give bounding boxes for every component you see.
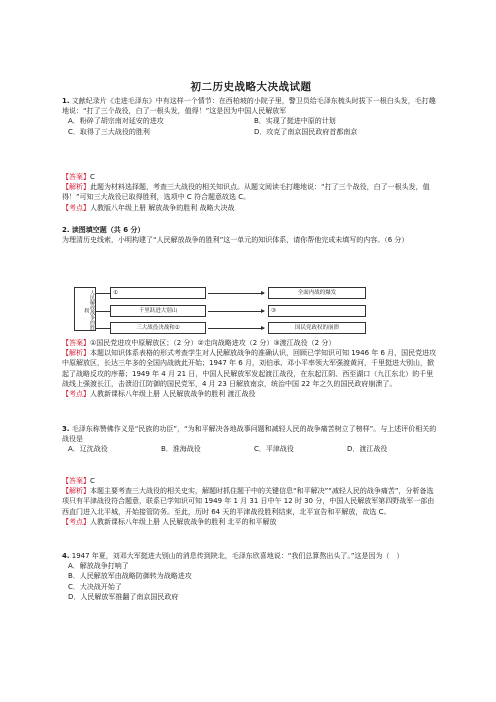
answer-3 (62, 476, 440, 527)
answer-2 (62, 338, 440, 399)
option-c: C．大决战开始了 (68, 582, 122, 591)
option-a: A．解放战争打响了 (68, 562, 129, 571)
question-text: 文献纪录片《走进毛泽东》中有这样一个情节：在西柏坡的小院子里，警卫员给毛泽东梳头时拔下一根白头发，毛打趣地说：“打了三个战役，白了一根头发，值得！”这是因为中国人民解放军 (62, 97, 436, 116)
point-label: 【考点】 (62, 203, 90, 212)
analysis-text: 本题主要考查三大战役的相关史实，解题时抓住题干中的关键信息“和平解决”“减轻人民的战争痛苦”，分析备选项只有平津战役符合题意，联系已学知识可知 1949 年 1 月 31 日中午 12 时 30 分，中国人民解放军第四野战军一部由西直门进入北平城，开始接管防务。至此，历时 64 天的平津战役胜利结束，北平宣告和平解放，故选 C。 (62, 487, 435, 516)
option-a: A．粉碎了胡宗南对延安的进攻 (68, 117, 164, 126)
analysis-label: 【解析】 (62, 349, 90, 358)
diagram-box-3: 千里跃进大别山 (110, 305, 206, 317)
question-number: 3. (62, 425, 70, 433)
question-2 (62, 225, 440, 245)
diagram-box-4: ③ (268, 305, 366, 317)
answer-label: 【答案】 (62, 339, 90, 347)
diagram-line (96, 311, 110, 312)
option-d: D．人民解放军推翻了南京国民政府 (68, 592, 179, 601)
diagram-arrow (208, 328, 264, 329)
option-c: C．平津战役 (254, 445, 294, 454)
point-label: 【考点】 (62, 517, 90, 526)
question-number: 4. (62, 552, 70, 560)
question-text: 为理清历史线索，小明构建了“人民解放战争的胜利”这一单元的知识体系，请你帮他完成未填写的内容。（6 分） (62, 236, 409, 245)
point-label: 【考点】 (62, 390, 90, 399)
question-text: 1947 年夏，刘邓大军挺进大别山的消息传到陕北，毛泽东欣喜地说：“我们总算熬出头了。”这是因为（ ） (71, 552, 404, 560)
answer-label: 【答案】 (62, 477, 90, 485)
diagram-line (96, 293, 110, 294)
question-3 (62, 424, 440, 455)
analysis-text: 本题以知识体系表格的形式考查学生对人民解放战争的准确认识，回顾已学知识可知 1946 年 6 月，国民党进攻中原解放区，长达三年多的全国内战就此开始；1947 年 6 月，刘伯承、邓小平率领大军强渡黄河，千里挺进大别山，掀起了战略反攻的序幕；1949 年 4 月 21 日，中国人民解放军发起渡江战役，在东起江阴、西至湖口（九江东北）的千里战线上强渡长江，击溃沿江防御的国民党军，4 月 23 日解放南京，统治中国 22 年之久的国民政府崩溃了。 (62, 349, 437, 388)
diagram-box-5: 三大战役决战和② (110, 322, 206, 334)
analysis-text: 此题为材料选择题，考查三大战役的相关知识点。从题文阅读毛打趣地说：“打了三个战役，白了一根头发，值得！”可知三大战役已取得胜利，选项中 C 符合题意故选 C。 (62, 183, 430, 202)
page-title: 初二历史战略大决战试题 (190, 81, 312, 93)
option-b: B．人民解放军由战略防御转为战略进攻 (68, 572, 192, 581)
diagram-arrow (208, 311, 264, 312)
option-c: C．取得了三大战役的胜利 (68, 127, 150, 136)
answer-1 (62, 172, 440, 213)
diagram-line (96, 328, 110, 329)
question-text: 毛泽东称赞佛作义是“民族的功臣”，“为和平解决各地战事问题和减轻人民的战争痛苦树立了榜样”。与上述评价相关的战役是 (62, 425, 437, 444)
options (62, 444, 440, 454)
question-title: 读图填空题（共 6 分） (71, 226, 145, 234)
question-number: 2. (62, 226, 70, 234)
point-text: 人教新课标八年级上册 人民解放战争的胜利 北平的和平解放 (90, 517, 277, 526)
analysis-label: 【解析】 (62, 487, 90, 496)
diagram-arrow (208, 293, 264, 294)
question-1 (62, 96, 440, 137)
answer-label: 【答案】 (62, 173, 90, 181)
diagram-box-6: 国民党政权的崩溃 (268, 322, 366, 334)
question-number: 1. (62, 97, 70, 105)
answer-value: ①国民党进攻中原解放区；（2 分）②走向战略进攻（2 分）③渡江战役（2 分） (90, 339, 336, 347)
option-b: B．实现了挺进中原的计划 (254, 117, 336, 126)
option-a: A．辽沈战役 (68, 445, 108, 454)
option-b: B．淮海战役 (161, 445, 201, 454)
option-d: D．攻克了南京国民政府首都南京 (254, 127, 358, 136)
question-4 (62, 551, 440, 602)
point-text: 人教新课标八年级上册 人民解放战争的胜利 渡江战役 (90, 390, 256, 399)
diagram-box-1: ① (110, 287, 206, 299)
point-text: 人教版八年级上册 解放战争的胜利 战略大决战 (90, 203, 235, 212)
options (62, 116, 440, 136)
diagram-box-2: 全面内战的爆发 (268, 287, 366, 299)
answer-value: C (90, 173, 95, 181)
knowledge-diagram (74, 285, 370, 333)
analysis-label: 【解析】 (62, 183, 90, 192)
diagram-side-label: 人民解放战争的胜利 (74, 287, 96, 331)
answer-value: C (90, 477, 95, 485)
option-d: D．渡江战役 (347, 445, 388, 454)
options (62, 561, 440, 602)
